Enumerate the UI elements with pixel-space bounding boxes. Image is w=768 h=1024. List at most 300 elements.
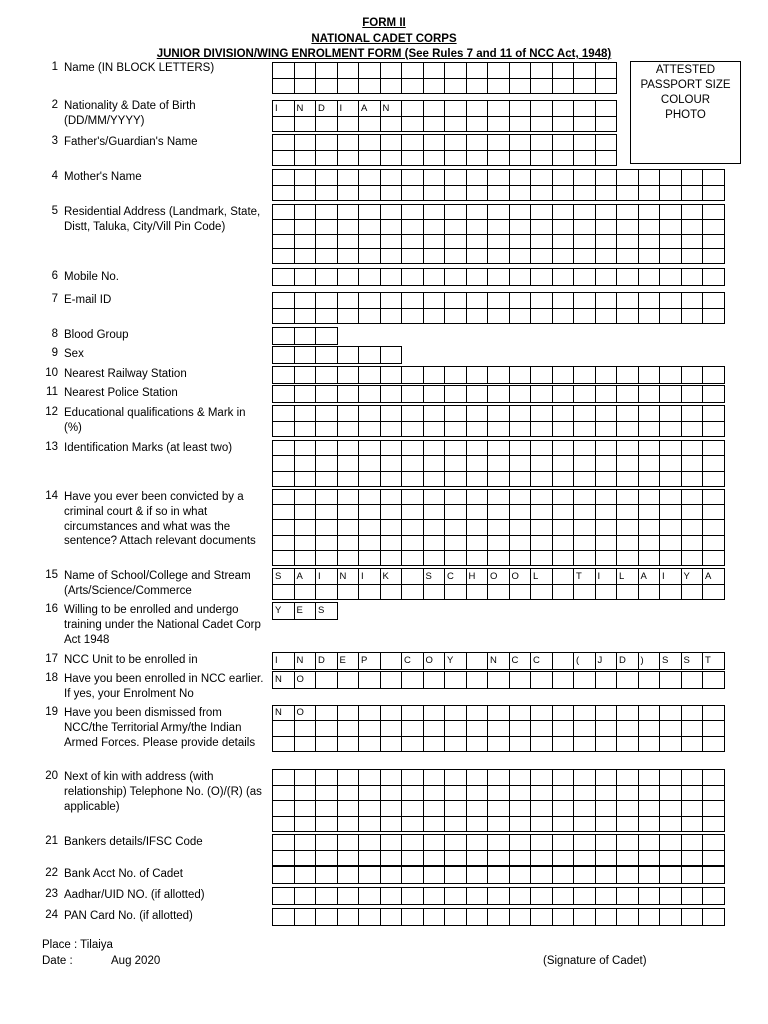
- input-cell[interactable]: [574, 456, 596, 471]
- input-cell[interactable]: [273, 205, 295, 220]
- input-cell[interactable]: [574, 801, 596, 817]
- input-cell[interactable]: I: [273, 101, 295, 117]
- input-cell[interactable]: [337, 505, 359, 520]
- input-cell[interactable]: [294, 367, 316, 384]
- input-cell[interactable]: [316, 706, 338, 721]
- input-cell[interactable]: [445, 150, 467, 166]
- input-cell[interactable]: [423, 234, 445, 249]
- input-cell[interactable]: [337, 909, 359, 926]
- input-cell[interactable]: [359, 205, 381, 220]
- input-cell[interactable]: [552, 490, 574, 505]
- input-cell[interactable]: [380, 816, 402, 832]
- input-cell[interactable]: [380, 293, 402, 309]
- input-cell[interactable]: [660, 584, 682, 600]
- input-cell[interactable]: [337, 850, 359, 866]
- input-cell[interactable]: [445, 490, 467, 505]
- input-cell[interactable]: [638, 441, 660, 456]
- input-cell[interactable]: [380, 770, 402, 786]
- input-cell[interactable]: [380, 471, 402, 486]
- input-cell[interactable]: [402, 78, 424, 94]
- input-cell[interactable]: [638, 471, 660, 486]
- input-cell[interactable]: [423, 816, 445, 832]
- input-cell[interactable]: [617, 308, 639, 324]
- input-cell[interactable]: [445, 736, 467, 751]
- input-cell[interactable]: [509, 736, 531, 751]
- input-cell[interactable]: [509, 835, 531, 851]
- input-cell[interactable]: [294, 736, 316, 751]
- input-cell[interactable]: [681, 672, 703, 689]
- input-cell[interactable]: [359, 421, 381, 437]
- input-cell[interactable]: [703, 367, 725, 384]
- input-cell[interactable]: [574, 850, 596, 866]
- input-cell[interactable]: E: [294, 603, 316, 620]
- input-cell[interactable]: A: [359, 101, 381, 117]
- input-cell[interactable]: [660, 801, 682, 817]
- input-cell[interactable]: [273, 269, 295, 286]
- field-input-grid[interactable]: [272, 169, 725, 201]
- input-cell[interactable]: [509, 456, 531, 471]
- input-cell[interactable]: [574, 505, 596, 520]
- input-cell[interactable]: [531, 706, 553, 721]
- input-cell[interactable]: [466, 520, 488, 535]
- input-cell[interactable]: [445, 520, 467, 535]
- input-cell[interactable]: [531, 205, 553, 220]
- input-cell[interactable]: [402, 850, 424, 866]
- input-cell[interactable]: I: [660, 569, 682, 585]
- input-cell[interactable]: [552, 170, 574, 186]
- input-cell[interactable]: [380, 150, 402, 166]
- input-cell[interactable]: [316, 672, 338, 689]
- input-cell[interactable]: [316, 850, 338, 866]
- input-cell[interactable]: [574, 520, 596, 535]
- input-cell[interactable]: [294, 801, 316, 817]
- input-cell[interactable]: [531, 406, 553, 422]
- input-cell[interactable]: [445, 421, 467, 437]
- input-cell[interactable]: [488, 584, 510, 600]
- input-cell[interactable]: [316, 347, 338, 364]
- input-cell[interactable]: [660, 308, 682, 324]
- input-cell[interactable]: [595, 116, 617, 132]
- input-cell[interactable]: [574, 909, 596, 926]
- input-cell[interactable]: [552, 550, 574, 565]
- input-cell[interactable]: [273, 406, 295, 422]
- input-cell[interactable]: [359, 150, 381, 166]
- input-cell[interactable]: [488, 441, 510, 456]
- input-cell[interactable]: [574, 770, 596, 786]
- input-cell[interactable]: [337, 456, 359, 471]
- input-cell[interactable]: [380, 535, 402, 550]
- input-cell[interactable]: [531, 101, 553, 117]
- input-cell[interactable]: [574, 185, 596, 201]
- input-cell[interactable]: [294, 170, 316, 186]
- input-cell[interactable]: [531, 456, 553, 471]
- field-input-grid[interactable]: [272, 100, 617, 132]
- input-cell[interactable]: [638, 386, 660, 403]
- input-cell[interactable]: L: [531, 569, 553, 585]
- input-cell[interactable]: [574, 205, 596, 220]
- input-cell[interactable]: [402, 550, 424, 565]
- input-cell[interactable]: [380, 219, 402, 234]
- input-cell[interactable]: [703, 421, 725, 437]
- input-cell[interactable]: [660, 249, 682, 264]
- input-cell[interactable]: [488, 406, 510, 422]
- input-cell[interactable]: [531, 116, 553, 132]
- field-input-grid[interactable]: [272, 292, 725, 324]
- input-cell[interactable]: [509, 249, 531, 264]
- input-cell[interactable]: [273, 367, 295, 384]
- input-cell[interactable]: [337, 421, 359, 437]
- input-cell[interactable]: [660, 386, 682, 403]
- input-cell[interactable]: [595, 850, 617, 866]
- input-cell[interactable]: [488, 520, 510, 535]
- input-cell[interactable]: [574, 835, 596, 851]
- input-cell[interactable]: I: [359, 569, 381, 585]
- input-cell[interactable]: [552, 867, 574, 884]
- input-cell[interactable]: [703, 505, 725, 520]
- input-cell[interactable]: [380, 505, 402, 520]
- input-cell[interactable]: [337, 234, 359, 249]
- input-cell[interactable]: [273, 721, 295, 736]
- input-cell[interactable]: [552, 219, 574, 234]
- input-cell[interactable]: [316, 269, 338, 286]
- input-cell[interactable]: [423, 101, 445, 117]
- field-input-grid[interactable]: [272, 671, 725, 689]
- input-cell[interactable]: [595, 185, 617, 201]
- input-cell[interactable]: [509, 550, 531, 565]
- input-cell[interactable]: [681, 170, 703, 186]
- input-cell[interactable]: [509, 505, 531, 520]
- input-cell[interactable]: [466, 490, 488, 505]
- input-cell[interactable]: [638, 785, 660, 801]
- input-cell[interactable]: [423, 308, 445, 324]
- input-cell[interactable]: [531, 550, 553, 565]
- input-cell[interactable]: [509, 185, 531, 201]
- input-cell[interactable]: [337, 135, 359, 151]
- input-cell[interactable]: [316, 770, 338, 786]
- input-cell[interactable]: [681, 505, 703, 520]
- input-cell[interactable]: [681, 205, 703, 220]
- input-cell[interactable]: N: [273, 672, 295, 689]
- input-cell[interactable]: [380, 550, 402, 565]
- input-cell[interactable]: [445, 293, 467, 309]
- input-cell[interactable]: [445, 456, 467, 471]
- input-cell[interactable]: [445, 170, 467, 186]
- input-cell[interactable]: [380, 441, 402, 456]
- input-cell[interactable]: [574, 490, 596, 505]
- input-cell[interactable]: [638, 535, 660, 550]
- input-cell[interactable]: [466, 367, 488, 384]
- input-cell[interactable]: [316, 736, 338, 751]
- input-cell[interactable]: [423, 205, 445, 220]
- input-cell[interactable]: [552, 406, 574, 422]
- input-cell[interactable]: [466, 116, 488, 132]
- input-cell[interactable]: [595, 672, 617, 689]
- input-cell[interactable]: O: [488, 569, 510, 585]
- input-cell[interactable]: Y: [445, 653, 467, 670]
- input-cell[interactable]: [595, 706, 617, 721]
- input-cell[interactable]: [273, 785, 295, 801]
- input-cell[interactable]: [703, 816, 725, 832]
- input-cell[interactable]: [402, 569, 424, 585]
- input-cell[interactable]: [380, 888, 402, 905]
- input-cell[interactable]: [552, 150, 574, 166]
- input-cell[interactable]: [488, 308, 510, 324]
- input-cell[interactable]: [402, 867, 424, 884]
- input-cell[interactable]: [595, 441, 617, 456]
- input-cell[interactable]: [552, 569, 574, 585]
- input-cell[interactable]: [423, 78, 445, 94]
- input-cell[interactable]: [531, 367, 553, 384]
- input-cell[interactable]: [337, 770, 359, 786]
- input-cell[interactable]: [703, 234, 725, 249]
- input-cell[interactable]: [380, 269, 402, 286]
- input-cell[interactable]: [660, 505, 682, 520]
- input-cell[interactable]: [638, 406, 660, 422]
- input-cell[interactable]: S: [660, 653, 682, 670]
- input-cell[interactable]: [359, 367, 381, 384]
- input-cell[interactable]: [681, 888, 703, 905]
- input-cell[interactable]: [273, 116, 295, 132]
- input-cell[interactable]: [316, 835, 338, 851]
- input-cell[interactable]: [509, 785, 531, 801]
- input-cell[interactable]: [509, 721, 531, 736]
- input-cell[interactable]: [445, 63, 467, 79]
- input-cell[interactable]: [316, 867, 338, 884]
- input-cell[interactable]: [423, 63, 445, 79]
- input-cell[interactable]: [423, 367, 445, 384]
- input-cell[interactable]: [402, 170, 424, 186]
- input-cell[interactable]: [380, 135, 402, 151]
- input-cell[interactable]: C: [531, 653, 553, 670]
- input-cell[interactable]: [509, 816, 531, 832]
- input-cell[interactable]: [402, 584, 424, 600]
- input-cell[interactable]: [595, 308, 617, 324]
- input-cell[interactable]: [703, 520, 725, 535]
- input-cell[interactable]: [509, 170, 531, 186]
- input-cell[interactable]: [316, 234, 338, 249]
- input-cell[interactable]: [617, 909, 639, 926]
- input-cell[interactable]: [337, 293, 359, 309]
- input-cell[interactable]: [488, 835, 510, 851]
- input-cell[interactable]: [294, 185, 316, 201]
- input-cell[interactable]: [638, 909, 660, 926]
- input-cell[interactable]: [660, 770, 682, 786]
- input-cell[interactable]: [402, 63, 424, 79]
- input-cell[interactable]: [445, 234, 467, 249]
- input-cell[interactable]: [402, 116, 424, 132]
- input-cell[interactable]: [337, 308, 359, 324]
- input-cell[interactable]: [294, 550, 316, 565]
- input-cell[interactable]: [445, 185, 467, 201]
- input-cell[interactable]: [638, 421, 660, 437]
- input-cell[interactable]: [423, 535, 445, 550]
- field-input-grid[interactable]: [272, 327, 338, 345]
- input-cell[interactable]: [316, 421, 338, 437]
- input-cell[interactable]: [466, 63, 488, 79]
- input-cell[interactable]: [531, 909, 553, 926]
- input-cell[interactable]: [595, 867, 617, 884]
- input-cell[interactable]: [574, 219, 596, 234]
- input-cell[interactable]: [337, 219, 359, 234]
- input-cell[interactable]: [359, 347, 381, 364]
- input-cell[interactable]: [402, 816, 424, 832]
- input-cell[interactable]: [380, 170, 402, 186]
- input-cell[interactable]: [531, 867, 553, 884]
- input-cell[interactable]: [445, 367, 467, 384]
- input-cell[interactable]: [617, 441, 639, 456]
- input-cell[interactable]: [617, 249, 639, 264]
- input-cell[interactable]: [638, 816, 660, 832]
- input-cell[interactable]: J: [595, 653, 617, 670]
- input-cell[interactable]: [488, 367, 510, 384]
- input-cell[interactable]: [660, 490, 682, 505]
- input-cell[interactable]: [294, 888, 316, 905]
- input-cell[interactable]: [574, 721, 596, 736]
- input-cell[interactable]: [359, 308, 381, 324]
- input-cell[interactable]: [531, 672, 553, 689]
- input-cell[interactable]: [445, 584, 467, 600]
- input-cell[interactable]: [617, 801, 639, 817]
- input-cell[interactable]: [380, 785, 402, 801]
- field-input-grid[interactable]: [272, 602, 338, 620]
- input-cell[interactable]: [445, 706, 467, 721]
- input-cell[interactable]: [380, 850, 402, 866]
- input-cell[interactable]: [359, 835, 381, 851]
- input-cell[interactable]: [380, 116, 402, 132]
- input-cell[interactable]: [294, 441, 316, 456]
- input-cell[interactable]: [423, 706, 445, 721]
- input-cell[interactable]: [380, 520, 402, 535]
- input-cell[interactable]: [316, 888, 338, 905]
- input-cell[interactable]: [638, 505, 660, 520]
- input-cell[interactable]: [574, 535, 596, 550]
- input-cell[interactable]: [445, 78, 467, 94]
- input-cell[interactable]: [660, 520, 682, 535]
- input-cell[interactable]: [380, 801, 402, 817]
- input-cell[interactable]: [359, 520, 381, 535]
- input-cell[interactable]: [595, 205, 617, 220]
- input-cell[interactable]: [638, 185, 660, 201]
- input-cell[interactable]: [445, 888, 467, 905]
- input-cell[interactable]: [402, 234, 424, 249]
- input-cell[interactable]: [466, 721, 488, 736]
- input-cell[interactable]: [552, 535, 574, 550]
- input-cell[interactable]: [681, 367, 703, 384]
- field-input-grid[interactable]: [272, 268, 725, 286]
- input-cell[interactable]: [273, 185, 295, 201]
- input-cell[interactable]: [595, 550, 617, 565]
- input-cell[interactable]: [574, 584, 596, 600]
- input-cell[interactable]: [488, 706, 510, 721]
- input-cell[interactable]: [466, 205, 488, 220]
- input-cell[interactable]: I: [273, 653, 295, 670]
- input-cell[interactable]: [359, 785, 381, 801]
- input-cell[interactable]: [703, 835, 725, 851]
- input-cell[interactable]: [466, 219, 488, 234]
- input-cell[interactable]: [273, 219, 295, 234]
- input-cell[interactable]: [316, 63, 338, 79]
- input-cell[interactable]: [531, 835, 553, 851]
- input-cell[interactable]: [660, 219, 682, 234]
- input-cell[interactable]: [488, 269, 510, 286]
- input-cell[interactable]: [488, 672, 510, 689]
- input-cell[interactable]: [294, 490, 316, 505]
- input-cell[interactable]: [273, 490, 295, 505]
- input-cell[interactable]: [703, 456, 725, 471]
- input-cell[interactable]: [595, 888, 617, 905]
- input-cell[interactable]: [402, 441, 424, 456]
- input-cell[interactable]: [638, 584, 660, 600]
- input-cell[interactable]: [638, 367, 660, 384]
- input-cell[interactable]: [488, 234, 510, 249]
- input-cell[interactable]: [423, 116, 445, 132]
- input-cell[interactable]: [316, 116, 338, 132]
- input-cell[interactable]: [466, 505, 488, 520]
- input-cell[interactable]: [681, 456, 703, 471]
- input-cell[interactable]: [552, 520, 574, 535]
- input-cell[interactable]: [337, 550, 359, 565]
- input-cell[interactable]: [617, 706, 639, 721]
- input-cell[interactable]: [681, 785, 703, 801]
- input-cell[interactable]: [703, 736, 725, 751]
- input-cell[interactable]: [380, 249, 402, 264]
- input-cell[interactable]: [681, 293, 703, 309]
- input-cell[interactable]: [294, 308, 316, 324]
- input-cell[interactable]: [703, 535, 725, 550]
- input-cell[interactable]: [552, 386, 574, 403]
- input-cell[interactable]: [638, 170, 660, 186]
- field-input-grid[interactable]: [272, 440, 725, 487]
- input-cell[interactable]: [423, 770, 445, 786]
- input-cell[interactable]: [294, 816, 316, 832]
- input-cell[interactable]: [359, 550, 381, 565]
- input-cell[interactable]: O: [509, 569, 531, 585]
- input-cell[interactable]: [660, 406, 682, 422]
- input-cell[interactable]: [423, 219, 445, 234]
- input-cell[interactable]: [509, 584, 531, 600]
- input-cell[interactable]: [681, 535, 703, 550]
- input-cell[interactable]: [681, 721, 703, 736]
- input-cell[interactable]: [359, 471, 381, 486]
- field-input-grid[interactable]: [272, 366, 725, 384]
- input-cell[interactable]: [380, 867, 402, 884]
- input-cell[interactable]: [402, 505, 424, 520]
- input-cell[interactable]: [423, 736, 445, 751]
- input-cell[interactable]: [466, 456, 488, 471]
- input-cell[interactable]: [316, 721, 338, 736]
- input-cell[interactable]: [380, 706, 402, 721]
- input-cell[interactable]: [402, 185, 424, 201]
- input-cell[interactable]: [380, 672, 402, 689]
- input-cell[interactable]: [509, 78, 531, 94]
- input-cell[interactable]: [574, 170, 596, 186]
- input-cell[interactable]: [617, 816, 639, 832]
- input-cell[interactable]: [595, 471, 617, 486]
- input-cell[interactable]: [574, 421, 596, 437]
- input-cell[interactable]: [273, 736, 295, 751]
- input-cell[interactable]: [660, 816, 682, 832]
- input-cell[interactable]: [316, 249, 338, 264]
- input-cell[interactable]: [660, 234, 682, 249]
- input-cell[interactable]: [617, 421, 639, 437]
- input-cell[interactable]: [337, 150, 359, 166]
- input-cell[interactable]: [316, 219, 338, 234]
- input-cell[interactable]: [531, 471, 553, 486]
- input-cell[interactable]: [445, 721, 467, 736]
- input-cell[interactable]: [423, 835, 445, 851]
- input-cell[interactable]: [681, 441, 703, 456]
- input-cell[interactable]: [531, 293, 553, 309]
